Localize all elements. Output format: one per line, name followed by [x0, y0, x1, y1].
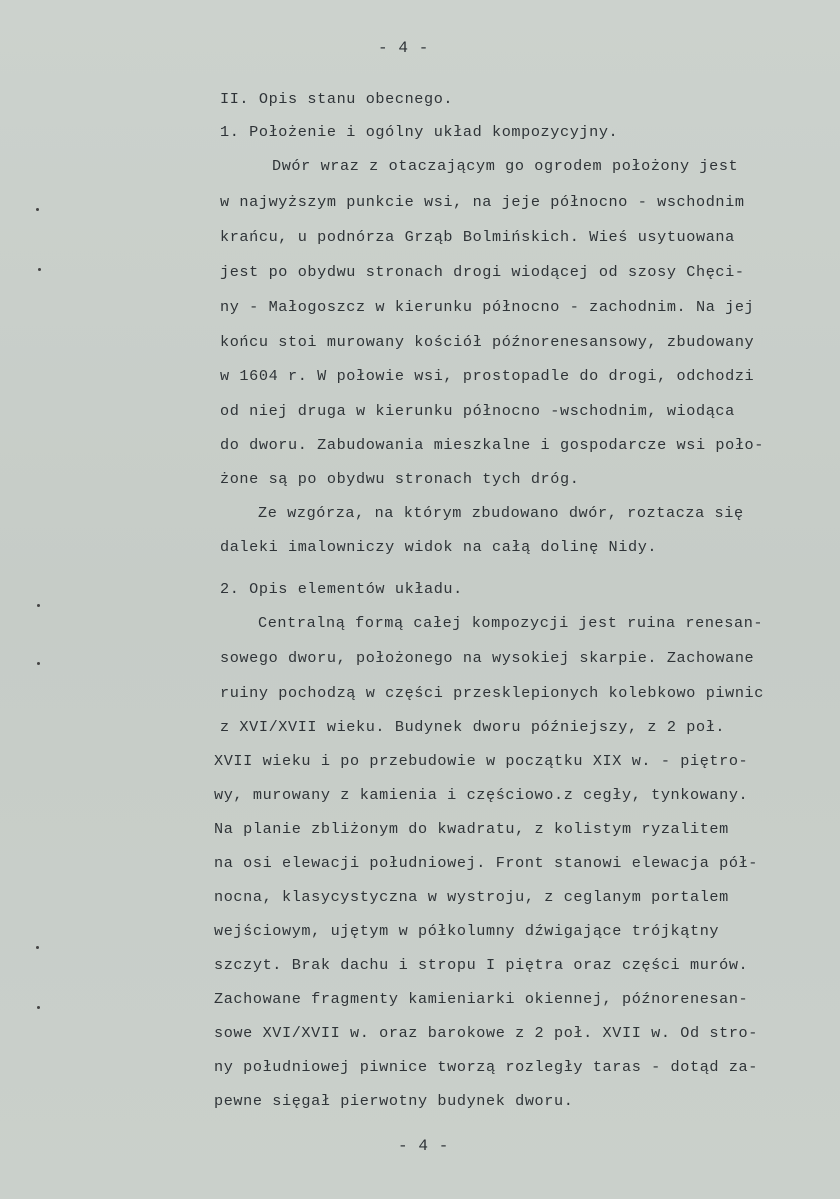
- subsection2-heading: 2. Opis elementów układu.: [220, 580, 463, 598]
- text-line: ruiny pochodzą w części przesklepionych kolebkowo piwnic: [220, 684, 764, 702]
- text-line: w najwyższym punkcie wsi, na jeje północno - wschodnim: [220, 193, 745, 211]
- page-number: - 4 -: [378, 39, 430, 57]
- margin-speck: [36, 208, 39, 211]
- text-line: daleki imalowniczy widok na całą dolinę Nidy.: [220, 538, 658, 556]
- section-heading: II. Opis stanu obecnego.: [220, 90, 454, 108]
- text-line: krańcu, u podnórza Grząb Bolmińskich. Wieś usytuowana: [220, 228, 735, 246]
- text-line: do dworu. Zabudowania mieszkalne i gospodarcze wsi poło-: [220, 436, 764, 454]
- text-line: jest po obydwu stronach drogi wiodącej od szosy Chęci-: [220, 263, 745, 281]
- text-line: XVII wieku i po przebudowie w początku XIX w. - piętro-: [214, 752, 749, 770]
- text-line: z XVI/XVII wieku. Budynek dworu późniejszy, z 2 poł.: [220, 718, 726, 736]
- margin-speck: [37, 1006, 40, 1009]
- footer-mark: - 4 -: [398, 1137, 450, 1155]
- margin-speck: [36, 946, 39, 949]
- subsection1-heading: 1. Położenie i ogólny układ kompozycyjny.: [220, 123, 619, 141]
- text-line: wejściowym, ujętym w półkolumny dźwigające trójkątny: [214, 922, 720, 940]
- margin-speck: [38, 268, 41, 271]
- text-line: pewne sięgał pierwotny budynek dworu.: [214, 1092, 574, 1110]
- text-line: Dwór wraz z otaczającym go ogrodem położony jest: [272, 157, 739, 175]
- text-line: Zachowane fragmenty kamieniarki okiennej, późnorenesan-: [214, 990, 749, 1008]
- text-line: sowego dworu, położonego na wysokiej skarpie. Zachowane: [220, 649, 755, 667]
- text-line: żone są po obydwu stronach tych dróg.: [220, 470, 580, 488]
- margin-speck: [37, 662, 40, 665]
- text-line: wy, murowany z kamienia i częściowo.z cegły, tynkowany.: [214, 786, 749, 804]
- text-line: Centralną formą całej kompozycji jest ruina renesan-: [258, 614, 764, 632]
- text-line: Ze wzgórza, na którym zbudowano dwór, roztacza się: [258, 504, 744, 522]
- text-line: na osi elewacji południowej. Front stanowi elewacja pół-: [214, 854, 758, 872]
- text-line: ny - Małogoszcz w kierunku północno - zachodnim. Na jej: [220, 298, 755, 316]
- text-line: nocna, klasycystyczna w wystroju, z ceglanym portalem: [214, 888, 729, 906]
- text-line: szczyt. Brak dachu i stropu I piętra oraz części murów.: [214, 956, 749, 974]
- text-line: ny południowej piwnice tworzą rozległy taras - dotąd za-: [214, 1058, 758, 1076]
- text-line: w 1604 r. W połowie wsi, prostopadle do drogi, odchodzi: [220, 367, 755, 385]
- text-line: sowe XVI/XVII w. oraz barokowe z 2 poł. XVII w. Od stro-: [214, 1024, 758, 1042]
- text-line: od niej druga w kierunku północno -wschodnim, wiodąca: [220, 402, 735, 420]
- margin-speck: [37, 604, 40, 607]
- text-line: końcu stoi murowany kościół późnorenesansowy, zbudowany: [220, 333, 755, 351]
- text-line: Na planie zbliżonym do kwadratu, z kolistym ryzalitem: [214, 820, 729, 838]
